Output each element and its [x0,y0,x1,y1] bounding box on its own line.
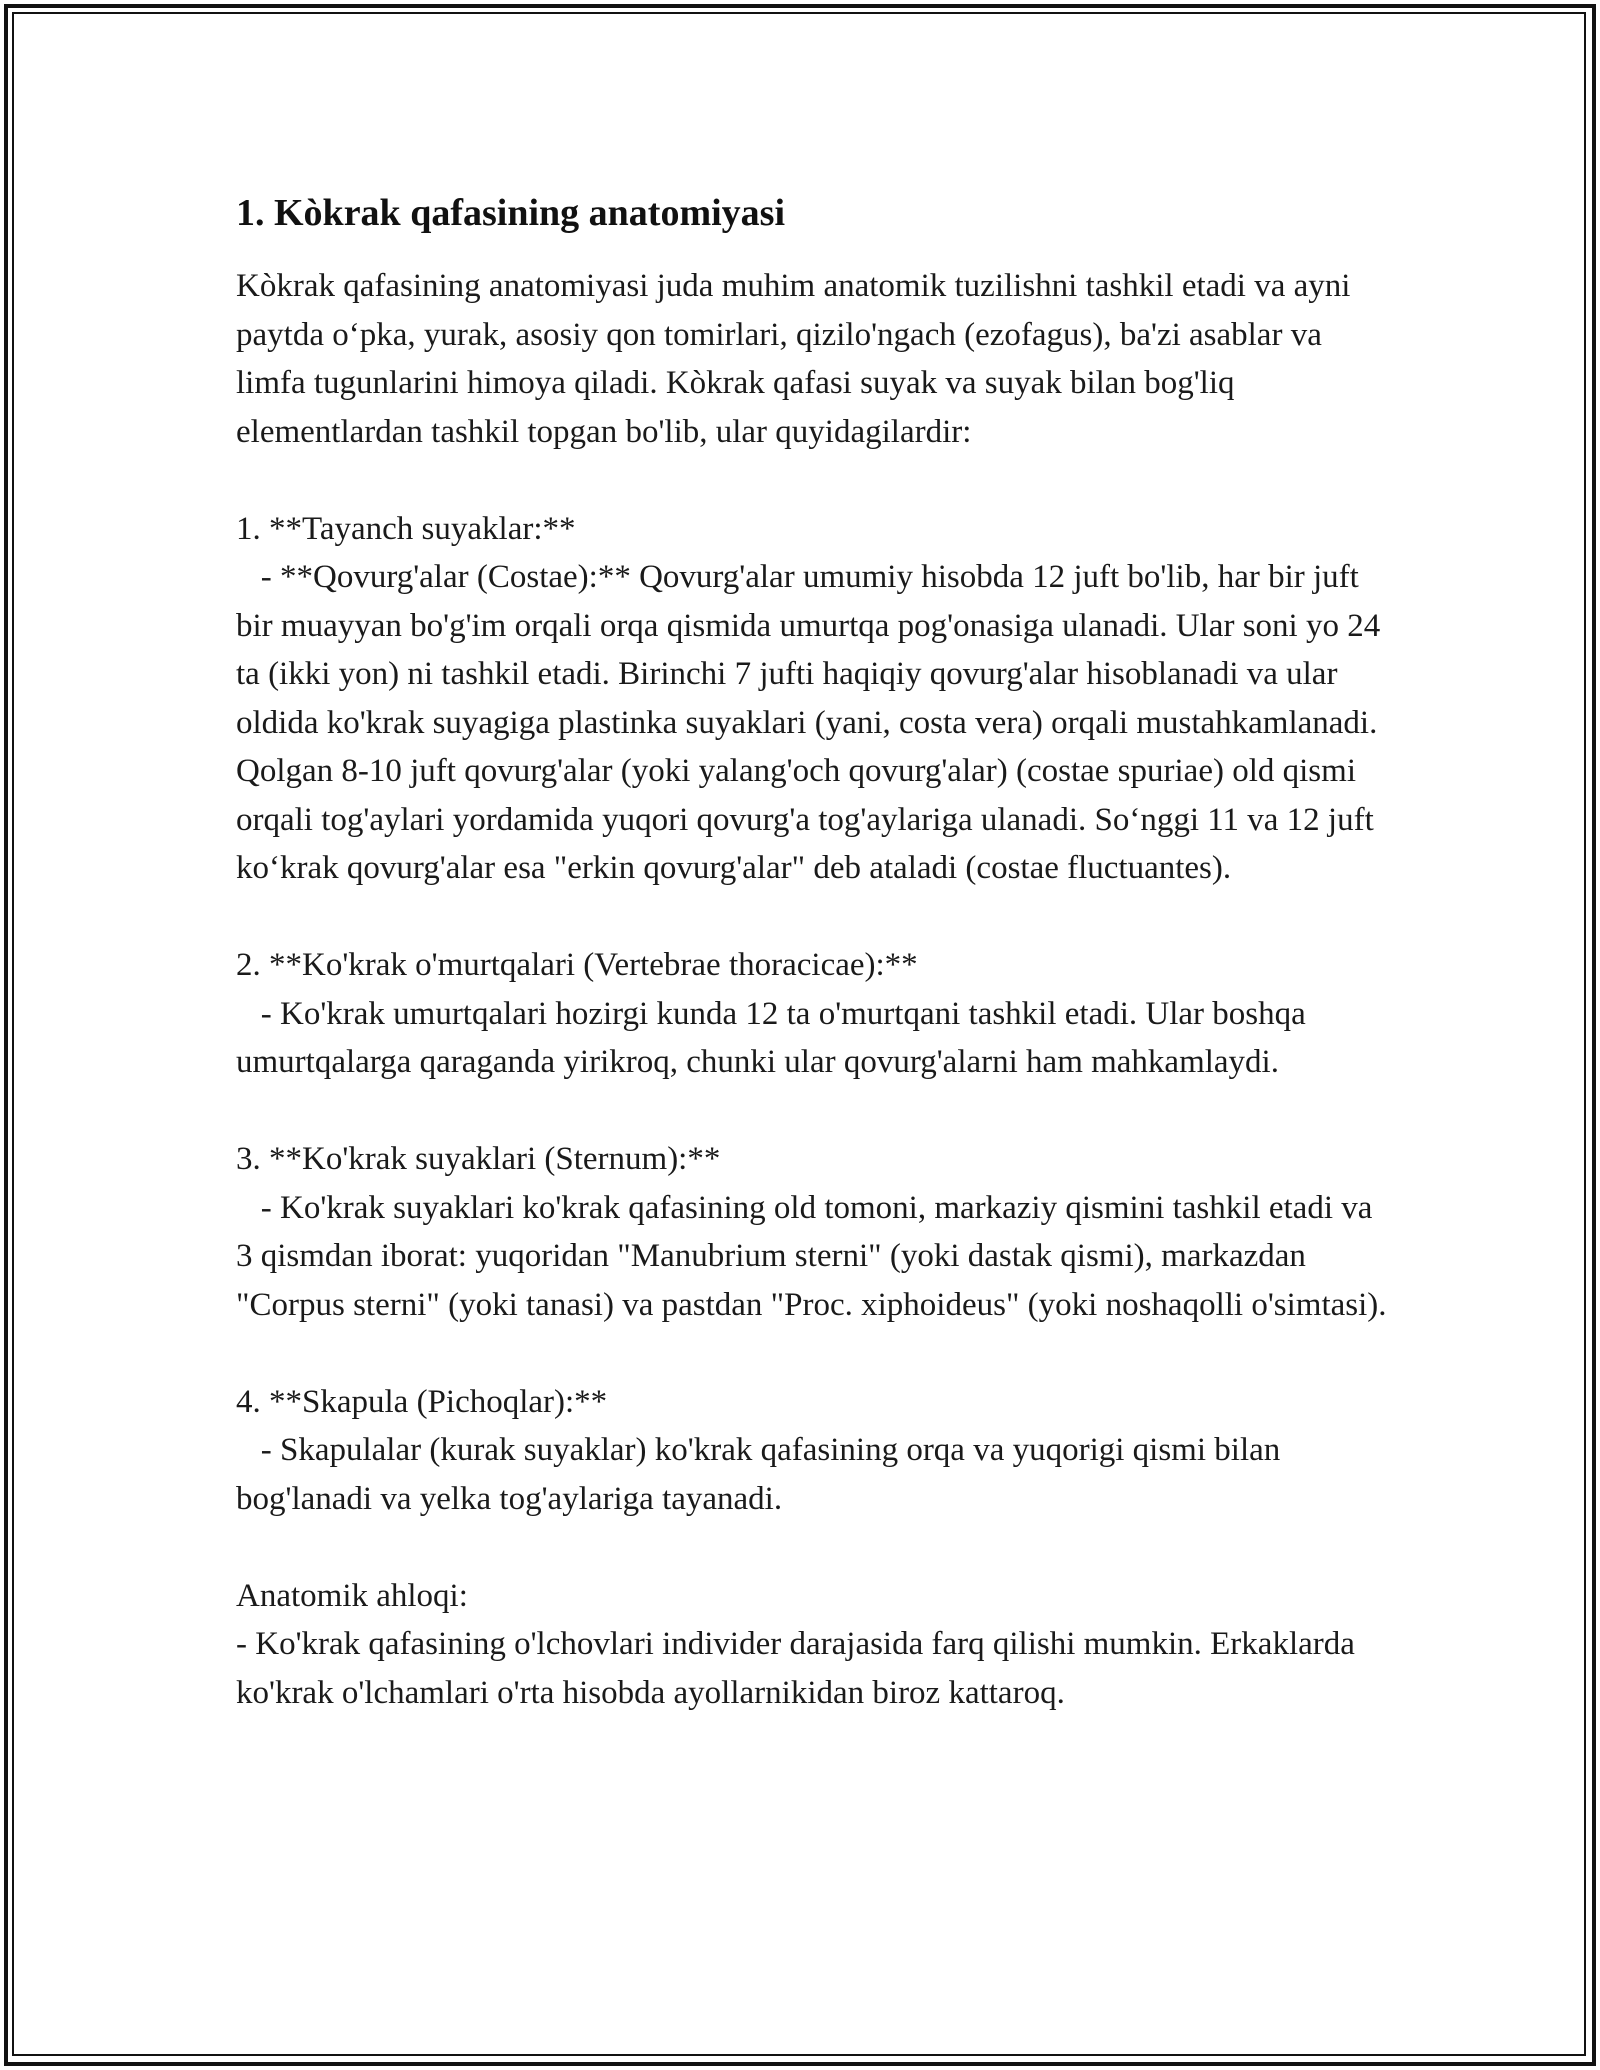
section-tayanch-suyaklar [236,505,1396,893]
note-heading: Anatomik ahloqi: [236,1577,468,1614]
section-heading: 4. **Skapula (Pichoqlar):** [236,1383,608,1420]
section-heading: 1. **Tayanch suyaklar:** [236,510,576,547]
intro-paragraph: Kòkrak qafasining anatomiyasi juda muhim anatomik tuzilishni tashkil etadi va ayni paytda o‘pka, yurak, asosiy qon tomirlari, qizilo'ngach (ezofagus), ba'zi asablar va limfa tugunlarini himoya qiladi. Kòkrak qafasi suyak va suyak bilan bog'liq elementlardan tashkil topgan bo'lib, ular quyidagilardir: [236,268,1359,450]
section-body: - Skapulalar (kurak suyaklar) ko'krak qafasining orqa va yuqorigi qismi bilan bog'lanadi va yelka tog'aylariga tayanadi. [236,1432,1289,1517]
paragraph-gap [236,1087,1396,1136]
section-vertebrae [236,941,1396,1087]
document-body [236,186,1396,1717]
document-title: 1. Kòkrak qafasining anatomiyasi [236,192,785,234]
section-heading: 2. **Ko'krak o'murtqalari (Vertebrae thoracicae):** [236,947,918,983]
paragraph-gap [236,1523,1396,1572]
note-section [236,1572,1396,1718]
paragraph-gap [236,1329,1396,1378]
paragraph-gap [236,893,1396,942]
section-body: - Ko'krak umurtqalari hozirgi kunda 12 ta o'murtqani tashkil etadi. Ular boshqa umurtqalarga qaraganda yirikroq, chunki ular qovurg'alarni ham mahkamlaydi. [236,995,1315,1080]
paragraph-gap [236,456,1396,505]
section-sternum [236,1135,1396,1329]
section-body: - **Qovurg'alar (Costae):** Qovurg'alar umumiy hisobda 12 juft bo'lib, har bir juft bir muayyan bo'g'im orqali orqa qismida umurtqa pog'onasiga ulanadi. Ular soni yo 24 ta (ikki yon) ni tashkil etadi. Birinchi 7 jufti haqiqiy qovurg'alar hisoblanadi va ular oldida ko'krak suyagiga plastinka suyaklari (yani, costa vera) orqali mustahkamlanadi. Qolgan 8-10 juft qovurg'alar (yoki yalang'och qovurg'alar) (costae spuriae) old qismi orqali tog'aylari yordamida yuqori qovurg'a tog'aylariga ulanadi. So‘nggi 11 va 12 juft ko‘krak qovurg'alar esa "erkin qovurg'alar" deb ataladi (costae fluctuantes). [236,559,1389,886]
note-body: - Ko'krak qafasining o'lchovlari individer darajasida farq qilishi mumkin. Erkaklarda ko'krak o'lchamlari o'rta hisobda ayollarnikidan biroz kattaroq. [236,1626,1364,1711]
section-skapula [236,1378,1396,1524]
section-body: - Ko'krak suyaklari ko'krak qafasining old tomoni, markaziy qismini tashkil etadi va 3 qismdan iborat: yuqoridan "Manubrium sterni" (yoki dastak qismi), markazdan "Corpus sterni" (yoki tanasi) va pastdan "Proc. xiphoideus" (yoki noshaqolli o'simtasi). [236,1189,1387,1323]
section-heading: 3. **Ko'krak suyaklari (Sternum):** [236,1141,721,1177]
